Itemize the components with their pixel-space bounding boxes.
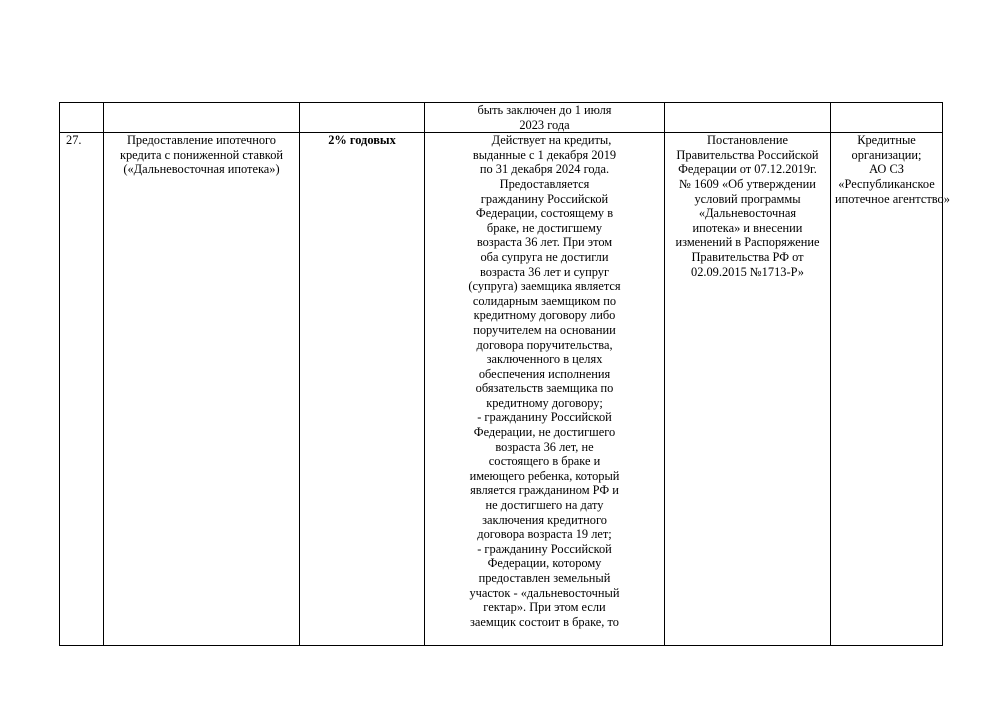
cell-measure-name (104, 133, 300, 646)
text-line: заключения кредитного (482, 512, 607, 527)
text-line: условий программы (694, 191, 801, 206)
text-line: заемщик состоит в браке, то (470, 614, 619, 629)
text-line: предоставлен земельный (478, 571, 611, 585)
text-line: солидарным заемщиком по (472, 293, 617, 308)
text-line: договора поручительства, (476, 337, 613, 352)
table-row-27 (60, 133, 943, 646)
cell-row-number: 27. (60, 133, 104, 646)
text-line: ипотека» и внесении (692, 220, 803, 235)
text-line: заключенного в целях (486, 352, 603, 367)
text-line: браке, не достигшему (486, 220, 603, 235)
text-line: организации; (851, 147, 922, 162)
text-line: - гражданину Российской (477, 410, 612, 425)
text-line: участок - «дальневосточный (469, 585, 620, 600)
text-line: быть заключен до 1 июля (477, 103, 612, 117)
text-line: «Дальневосточная (698, 206, 797, 221)
text-line: (супруга) заемщика является (468, 279, 621, 294)
text-line: «Республиканское (838, 176, 935, 191)
cell-number-empty (60, 103, 104, 133)
text-line: обеспечения исполнения (478, 366, 611, 381)
cell-interest-rate: 2% годовых (300, 133, 425, 646)
text-line: кредита с пониженной ставкой (119, 147, 284, 162)
text-line: Предоставляется (499, 176, 590, 191)
text-line: АО СЗ (869, 162, 904, 177)
text-line: Федерации, состоящему в (475, 206, 614, 221)
cell-conditions-continuation (425, 103, 665, 133)
text-line: является гражданином РФ и (470, 483, 619, 498)
cell-name-empty (104, 103, 300, 133)
text-line: кредитному договору либо (473, 308, 616, 323)
text-line: Правительства РФ от (691, 249, 804, 264)
text-line: ипотечное агентство» (835, 191, 950, 206)
text-line: («Дальневосточная ипотека») (123, 162, 280, 177)
text-line: возраста 36 лет. При этом (476, 235, 613, 250)
text-line: Постановление (707, 133, 788, 148)
cell-legal-basis (665, 133, 831, 646)
cell-providers (831, 133, 950, 646)
text-line: состоящего в браке и (488, 454, 601, 469)
text-line: Правительства Российской (676, 147, 819, 162)
text-line: поручителем на основании (473, 322, 616, 337)
text-line: гражданину Российской (480, 191, 609, 206)
text-line: обязательств заемщика по (475, 381, 614, 396)
cell-provider-empty (831, 103, 943, 133)
text-line: выданные с 1 декабря 2019 (472, 147, 617, 162)
text-line: изменений в Распоряжение (675, 235, 820, 250)
text-line: возраста 36 лет, не (495, 439, 594, 454)
text-line: Предоставление ипотечного (126, 133, 276, 148)
text-line: имеющего ребенка, который (469, 468, 620, 483)
text-line: Действует на кредиты, (491, 133, 612, 148)
text-line: оба супруга не достигли (480, 249, 609, 264)
text-line: договора возраста 19 лет; (477, 527, 612, 542)
cell-basis-empty (665, 103, 831, 133)
text-line: Кредитные (857, 133, 916, 148)
text-line: не достигшего на дату (485, 498, 604, 513)
document-table (59, 102, 950, 646)
text-line: Федерации, которому (487, 556, 602, 571)
text-line: 02.09.2015 №1713-Р» (691, 264, 804, 279)
text-line: гектар». При этом если (483, 600, 606, 615)
cell-rate-empty (300, 103, 425, 133)
table-row-continuation (60, 103, 943, 133)
text-line: Федерации от 07.12.2019г. (678, 162, 817, 177)
cell-conditions (425, 133, 665, 646)
text-line: 2023 года (519, 117, 570, 132)
text-line: № 1609 «Об утверждении (679, 176, 816, 191)
text-line: - гражданину Российской (477, 541, 612, 556)
text-line: по 31 декабря 2024 года. (479, 162, 610, 177)
text-line: кредитному договору; (486, 395, 603, 410)
text-line: возраста 36 лет и супруг (479, 264, 610, 279)
text-line: Федерации, не достигшего (473, 425, 616, 440)
